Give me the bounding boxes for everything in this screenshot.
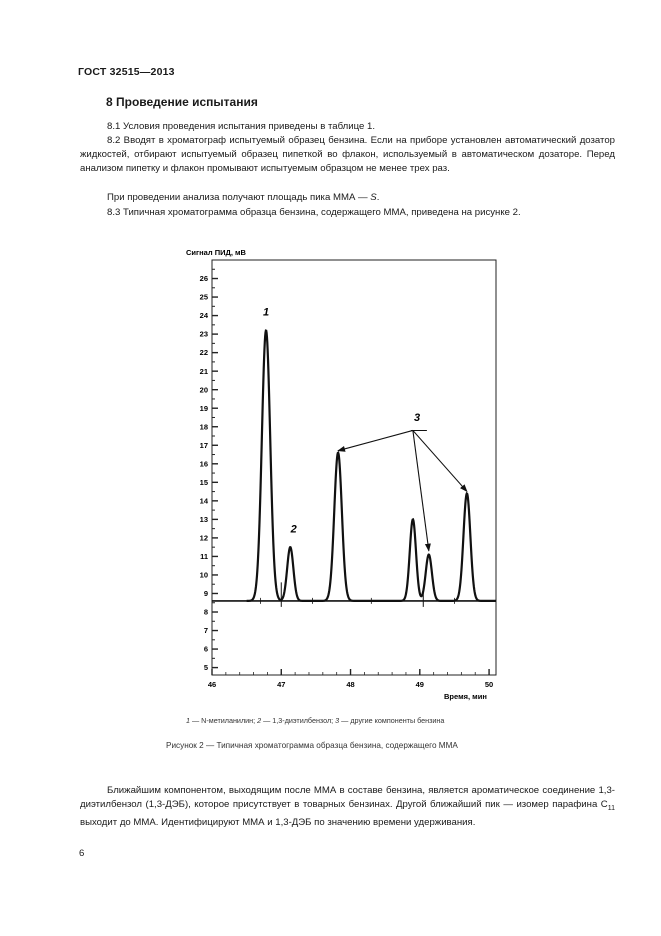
y-tick-label: 15 bbox=[199, 477, 208, 487]
plot-frame bbox=[212, 260, 496, 675]
conclusion-subscript: 11 bbox=[607, 805, 615, 813]
y-tick-label: 16 bbox=[199, 459, 208, 469]
conclusion-text-2: выходит до ММА. Идентифицируют ММА и 1,3-ДЭБ по значению времени удерживания. bbox=[80, 817, 476, 829]
chromatogram-trace bbox=[247, 331, 496, 601]
y-tick-label: 18 bbox=[199, 422, 208, 432]
x-tick-label: 47 bbox=[277, 680, 286, 689]
retention-markers bbox=[260, 582, 454, 607]
legend-num-3: 3 bbox=[335, 716, 340, 725]
legend-item-1: — N-метиланилин; bbox=[190, 716, 258, 725]
peak-3-arrows bbox=[338, 430, 467, 550]
y-tick-label: 8 bbox=[203, 607, 208, 617]
x-axis-label: Время, мин bbox=[444, 692, 487, 701]
y-tick-label: 24 bbox=[199, 311, 208, 321]
y-tick-label: 21 bbox=[199, 366, 208, 376]
x-tick-label: 49 bbox=[415, 680, 424, 689]
chromatogram-figure bbox=[180, 243, 510, 708]
section-title: 8 Проведение испытания bbox=[106, 95, 258, 109]
area-text-end: . bbox=[376, 192, 380, 203]
legend-num-2: 2 bbox=[257, 716, 262, 725]
conclusion-text-1: Ближайшим компонентом, выходящим после ММА в составе бензина, является ароматическое соединение 1,3-диэтилбензол (1,3-ДЭБ), которое присутствует в товарных бензинах. Другой ближайший пик — изомер парафина С bbox=[80, 785, 615, 811]
y-tick-label: 7 bbox=[203, 626, 208, 636]
peak-label: 2 bbox=[290, 523, 297, 536]
legend-num-1: 1 bbox=[186, 716, 190, 725]
legend-item-3: — другие компоненты бензина bbox=[339, 716, 445, 725]
paragraph-8-3: 8.3 Типичная хроматограмма образца бензина, содержащего ММА, приведена на рисунке 2. bbox=[107, 207, 521, 218]
x-axis bbox=[208, 669, 493, 689]
paragraph-8-1: 8.1 Условия проведения испытания приведены в таблице 1. bbox=[107, 121, 376, 132]
y-tick-label: 11 bbox=[200, 552, 208, 562]
document-header: ГОСТ 32515—2013 bbox=[78, 66, 175, 78]
paragraph-conclusion bbox=[80, 784, 615, 831]
figure-caption: Рисунок 2 — Типичная хроматограмма образца бензина, содержащего ММА bbox=[166, 741, 458, 750]
y-tick-label: 23 bbox=[199, 329, 208, 339]
arrow bbox=[338, 430, 413, 450]
y-axis bbox=[200, 269, 218, 672]
y-tick-label: 6 bbox=[203, 644, 208, 654]
x-tick-label: 48 bbox=[346, 680, 355, 689]
y-tick-label: 5 bbox=[203, 663, 208, 673]
paragraph-8-2-area bbox=[80, 191, 615, 205]
y-tick-label: 26 bbox=[199, 274, 208, 284]
area-variable: S bbox=[370, 192, 377, 203]
arrow bbox=[413, 430, 467, 491]
y-tick-label: 12 bbox=[199, 533, 208, 543]
paragraph-8-2: 8.2 Вводят в хроматограф испытуемый образец бензина. Если на приборе установлен автоматический дозатор жидкостей, отбирают испытуемый образец пипеткой во флакон, используемый в автоматическом дозаторе. Перед анализом пипетку и флакон промывают испытуемым образцом не менее трех раз. bbox=[80, 135, 615, 175]
peak-label: 1 bbox=[262, 306, 270, 319]
page-number: 6 bbox=[79, 848, 85, 859]
y-tick-label: 13 bbox=[199, 514, 208, 524]
y-tick-label: 22 bbox=[199, 348, 208, 358]
y-axis-label: Сигнал ПИД, мВ bbox=[186, 248, 246, 257]
peak-label: 3 bbox=[413, 412, 421, 425]
y-tick-label: 25 bbox=[199, 292, 208, 302]
y-tick-label: 20 bbox=[199, 385, 208, 395]
y-tick-label: 19 bbox=[199, 403, 208, 413]
y-tick-label: 10 bbox=[199, 570, 208, 580]
y-tick-label: 9 bbox=[203, 589, 208, 599]
x-tick-label: 50 bbox=[484, 680, 494, 689]
figure-legend bbox=[186, 716, 444, 725]
chromatogram-chart bbox=[180, 243, 510, 703]
area-text: При проведении анализа получают площадь пика ММА — bbox=[107, 192, 371, 203]
x-tick-label: 46 bbox=[207, 680, 217, 689]
y-tick-label: 14 bbox=[199, 496, 208, 506]
legend-item-2: — 1,3-диэтилбензол; bbox=[261, 716, 336, 725]
y-tick-label: 17 bbox=[199, 440, 208, 450]
